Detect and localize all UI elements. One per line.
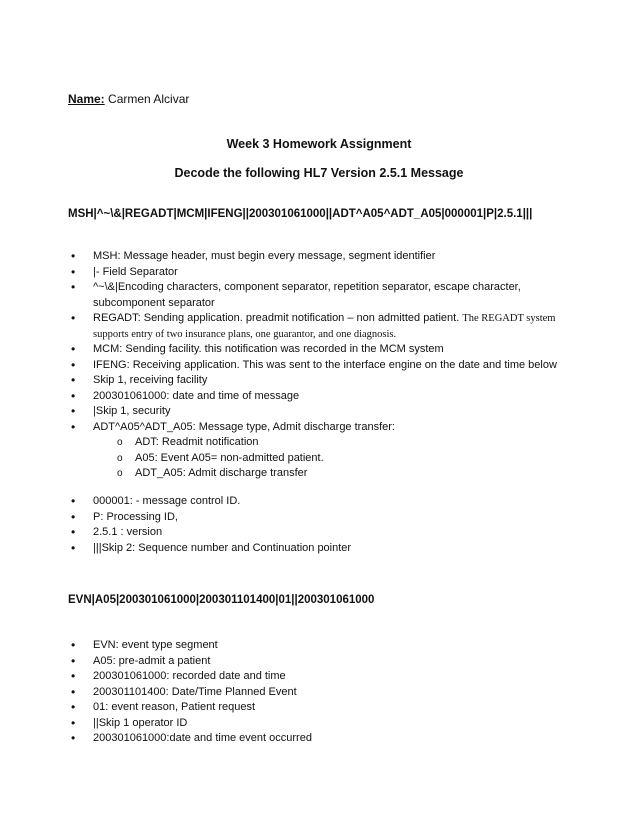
list-item: • |- Field Separator: [68, 265, 568, 281]
list-item: • P: Processing ID,: [68, 510, 568, 526]
list-item: • 200301061000: date and time of message: [68, 389, 568, 405]
list-item-line: ^~\&|Encoding characters, component separator, repetition separator, escape character,: [93, 281, 521, 293]
list-item-line: supports entry of two insurance plans, one guarantor, and one diagnosis.: [93, 328, 397, 340]
list-item: • IFENG: Receiving application. This was sent to the interface engine on the date and time below: [68, 358, 568, 374]
list-item: • 01: event reason, Patient request: [68, 700, 568, 716]
list-item: • A05: pre-admit a patient: [68, 654, 568, 670]
document-subtitle: Decode the following HL7 Version 2.5.1 Message: [174, 166, 464, 180]
list-item-line: subcomponent separator: [93, 296, 215, 309]
list-item: [68, 311, 568, 342]
list-item: • 2.5.1 : version: [68, 525, 568, 541]
list-item: • MSH: Message header, must begin every message, segment identifier: [68, 249, 568, 265]
list-item: • EVN: event type segment: [68, 638, 568, 654]
msh-field-list-continued: [68, 494, 568, 556]
list-item: • 200301101400: Date/Time Planned Event: [68, 685, 568, 701]
msh-field-list: [68, 249, 568, 482]
list-item: • MCM: Sending facility. this notification was recorded in the MCM system: [68, 342, 568, 358]
list-item: • 200301061000:date and time event occurred: [68, 731, 568, 747]
list-item: • |Skip 1, security: [68, 404, 568, 420]
sub-list-item: o A05: Event A05= non-admitted patient.: [93, 451, 568, 467]
list-item: • ||Skip 1 operator ID: [68, 716, 568, 732]
name-line: [68, 92, 189, 106]
list-item-line: ADT^A05^ADT_A05: Message type, Admit discharge transfer:: [93, 420, 395, 433]
sub-list-item: o ADT_A05: Admit discharge transfer: [93, 466, 568, 482]
list-item: • 200301061000: recorded date and time: [68, 669, 568, 685]
list-item: [68, 420, 568, 482]
list-item: • 000001: - message control ID.: [68, 494, 568, 510]
message-type-sublist: [93, 435, 568, 482]
sub-list-item: o ADT: Readmit notification: [93, 435, 568, 451]
list-item: • Skip 1, receiving facility: [68, 373, 568, 389]
name-value: Carmen Alcivar: [108, 92, 190, 106]
msh-segment-header: MSH|^~\&|REGADT|MCM|IFENG||200301061000||ADT^A05^ADT_A05|000001|P|2.5.1|||: [68, 208, 533, 220]
list-item: • |||Skip 2: Sequence number and Continuation pointer: [68, 541, 568, 557]
document-title: Week 3 Homework Assignment: [226, 137, 412, 151]
evn-segment-header: EVN|A05|200301061000|200301101400|01||200301061000: [68, 594, 375, 606]
list-item: [68, 280, 568, 311]
list-item-line: The REGADT system: [462, 313, 556, 324]
evn-field-list: [68, 638, 568, 747]
name-label: Name:: [68, 92, 105, 106]
list-item-line: REGADT: Sending application. preadmit notification – non admitted patient.: [93, 312, 460, 324]
